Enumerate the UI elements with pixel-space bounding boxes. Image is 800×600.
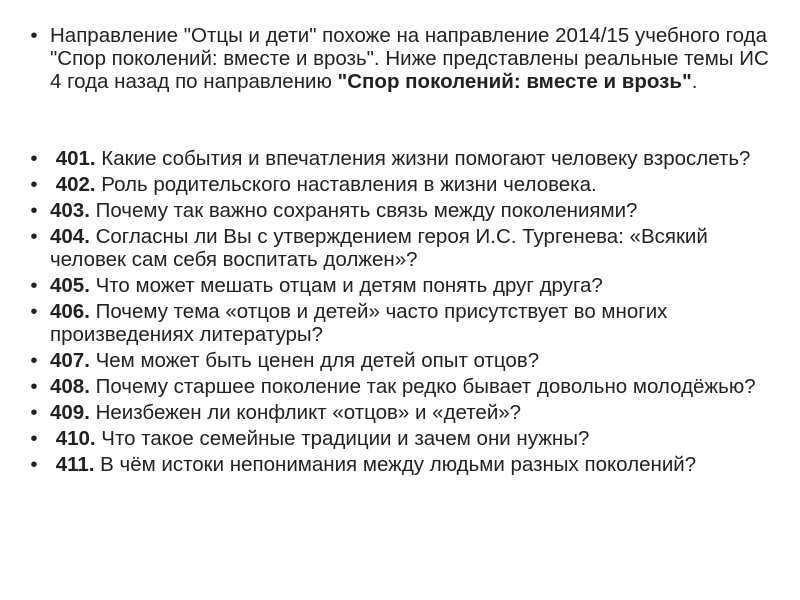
bullet-icon: • [30, 24, 38, 47]
item-text: В чём истоки непонимания между людьми разных поколений? [94, 453, 697, 476]
bullet-icon: • [30, 375, 38, 398]
list-item [30, 274, 780, 297]
item-text: Почему старшее поколение так редко бывает довольно молодёжью? [89, 375, 756, 398]
item-text: Роль родительского наставления в жизни человека. [95, 173, 597, 196]
list-item [30, 147, 780, 170]
item-number: 407. [50, 349, 90, 372]
item-number: 401. [55, 147, 96, 170]
list-item [30, 427, 780, 450]
list-item [30, 173, 780, 196]
item-number: 403. [50, 199, 90, 222]
list-item [30, 199, 780, 222]
topic-list [30, 147, 780, 479]
item-text: Согласны ли Вы с утверждением героя И.С. Тургенева: «Всякий человек сам себя воспитать должен»? [50, 225, 708, 271]
list-item [30, 300, 780, 346]
bullet-icon: • [30, 199, 38, 222]
bullet-icon: • [30, 401, 38, 424]
item-number: 410. [55, 427, 96, 450]
item-text: Чем может быть ценен для детей опыт отцов? [89, 349, 540, 372]
item-number: 408. [50, 375, 90, 398]
list-item [30, 375, 780, 398]
bullet-icon: • [30, 274, 38, 297]
bullet-icon: • [30, 427, 38, 450]
item-text: Что может мешать отцам и детям понять друг друга? [89, 274, 603, 297]
bullet-icon: • [30, 453, 38, 476]
item-text: Какие события и впечатления жизни помогают человеку взрослеть? [95, 147, 751, 170]
item-text: Почему так важно сохранять связь между поколениями? [89, 199, 638, 222]
bullet-icon: • [30, 349, 38, 372]
bullet-icon: • [30, 147, 38, 170]
list-item [30, 225, 780, 271]
bullet-icon: • [30, 173, 38, 196]
list-item [30, 401, 780, 424]
intro-paragraph [30, 24, 780, 93]
list-item [30, 453, 780, 476]
bullet-icon: • [30, 300, 38, 323]
item-text: Почему тема «отцов и детей» часто присутствует во многих произведениях литературы? [50, 300, 668, 346]
item-number: 402. [55, 173, 96, 196]
item-number: 404. [50, 225, 90, 248]
item-number: 409. [50, 401, 90, 424]
bullet-icon: • [30, 225, 38, 248]
intro-tail: . [691, 70, 698, 93]
list-item [30, 349, 780, 372]
item-number: 411. [55, 453, 95, 476]
intro-text: Направление "Отцы и дети" похоже на направление 2014/15 учебного года "Спор поколений: вместе и врозь". Ниже представлены реальные темы ИС 4 года назад по направлению [50, 24, 769, 93]
item-text: Неизбежен ли конфликт «отцов» и «детей»? [89, 401, 522, 424]
item-number: 406. [50, 300, 90, 323]
item-number: 405. [50, 274, 90, 297]
item-text: Что такое семейные традиции и зачем они нужны? [95, 427, 590, 450]
intro-bold-text: "Спор поколений: вместе и врозь" [337, 70, 692, 93]
